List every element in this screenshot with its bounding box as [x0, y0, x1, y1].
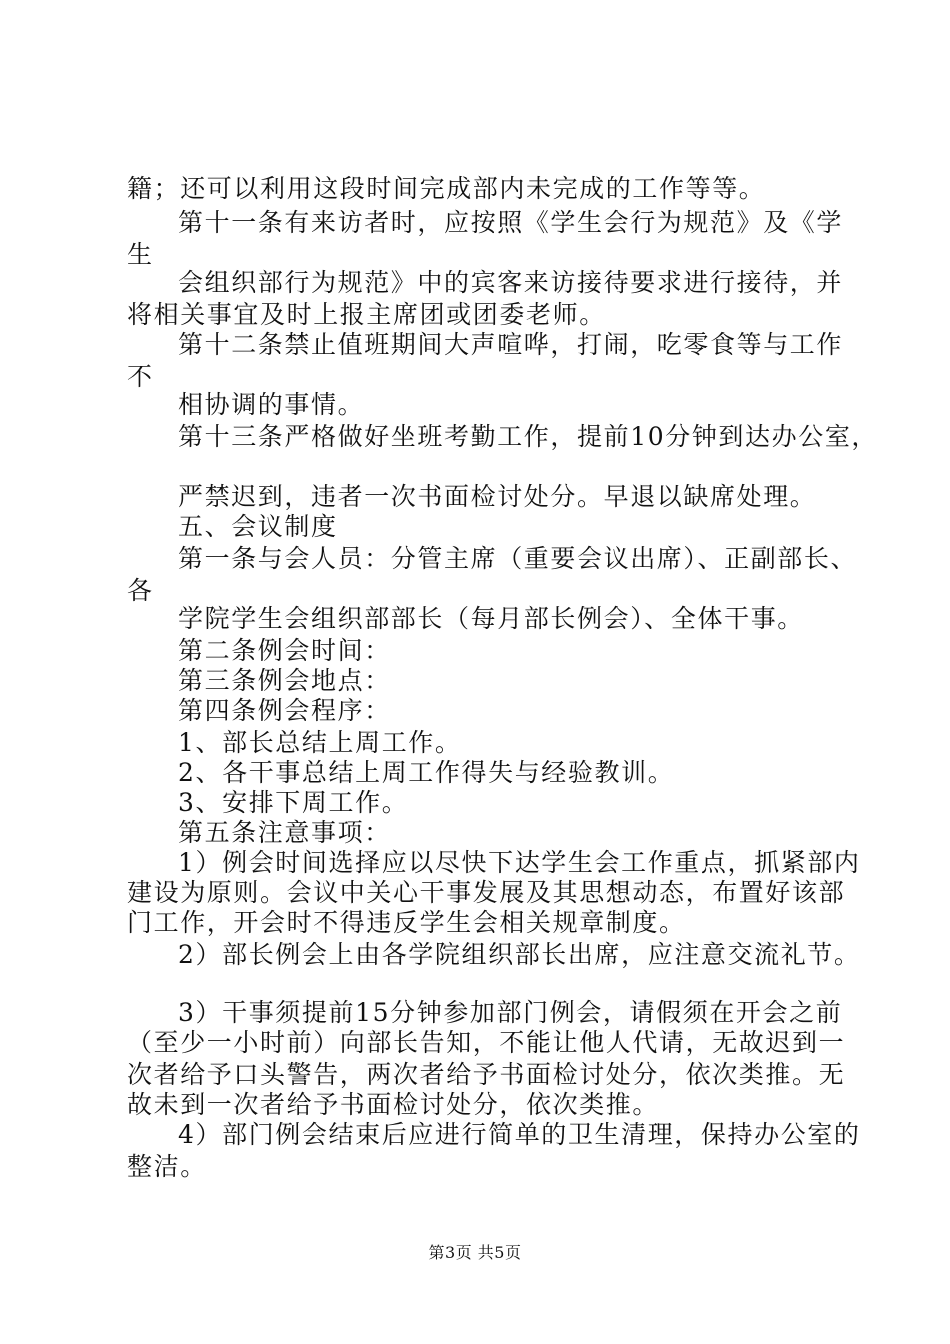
- text-line: 第十三条严格做好坐班考勤工作，提前10分钟到达办公室，: [178, 422, 879, 451]
- text-line: 整洁。: [127, 1152, 207, 1181]
- text-line: 第五条注意事项：: [178, 818, 391, 847]
- section-heading: 五、会议制度: [178, 512, 338, 541]
- text-line: 1）例会时间选择应以尽快下达学生会工作重点，抓紧部内: [178, 848, 861, 877]
- text-line: 故未到一次者给予书面检讨处分，依次类推。: [127, 1090, 660, 1119]
- text-line: 会组织部行为规范》中的宾客来访接待要求进行接待，并: [178, 268, 844, 297]
- text-line: 相协调的事情。: [178, 390, 365, 419]
- text-line: 门工作，开会时不得违反学生会相关规章制度。: [127, 908, 686, 937]
- text-line: 将相关事宜及时上报主席团或团委老师。: [127, 300, 606, 329]
- text-line: 第十一条有来访者时，应按照《学生会行为规范》及《学: [178, 208, 844, 237]
- list-item: 3、安排下周工作。: [178, 788, 409, 817]
- text-line: 次者给予口头警告，两次者给予书面检讨处分，依次类推。无: [127, 1060, 846, 1089]
- list-item: 1、部长总结上周工作。: [178, 728, 462, 757]
- text-line: 4）部门例会结束后应进行简单的卫生清理，保持办公室的: [178, 1120, 861, 1149]
- text-line: 第二条例会时间：: [178, 636, 391, 665]
- text-line: （至少一小时前）向部长告知，不能让他人代请，无故迟到一: [127, 1028, 846, 1057]
- text-line: 第三条例会地点：: [178, 666, 391, 695]
- page-footer: 第3页 共5页: [428, 1243, 522, 1262]
- text-line: 第四条例会程序：: [178, 696, 391, 725]
- text-line: 严禁迟到，违者一次书面检讨处分。早退以缺席处理。: [178, 482, 817, 511]
- text-line: 2）部长例会上由各学院组织部长出席，应注意交流礼节。: [178, 940, 861, 969]
- text-line: 生: [127, 240, 154, 269]
- text-line: 不: [127, 362, 154, 391]
- list-item: 2、各干事总结上周工作得失与经验教训。: [178, 758, 675, 787]
- text-line: 3）干事须提前15分钟参加部门例会，请假须在开会之前: [178, 998, 843, 1027]
- text-line: 籍；还可以利用这段时间完成部内未完成的工作等等。: [127, 174, 766, 203]
- text-line: 学院学生会组织部部长（每月部长例会）、全体干事。: [178, 604, 804, 633]
- text-line: 各: [127, 576, 154, 605]
- text-line: 第一条与会人员：分管主席（重要会议出席）、正副部长、: [178, 544, 858, 573]
- text-line: 建设为原则。会议中关心干事发展及其思想动态，布置好该部: [127, 878, 846, 907]
- text-line: 第十二条禁止值班期间大声喧哗，打闹，吃零食等与工作: [178, 330, 844, 359]
